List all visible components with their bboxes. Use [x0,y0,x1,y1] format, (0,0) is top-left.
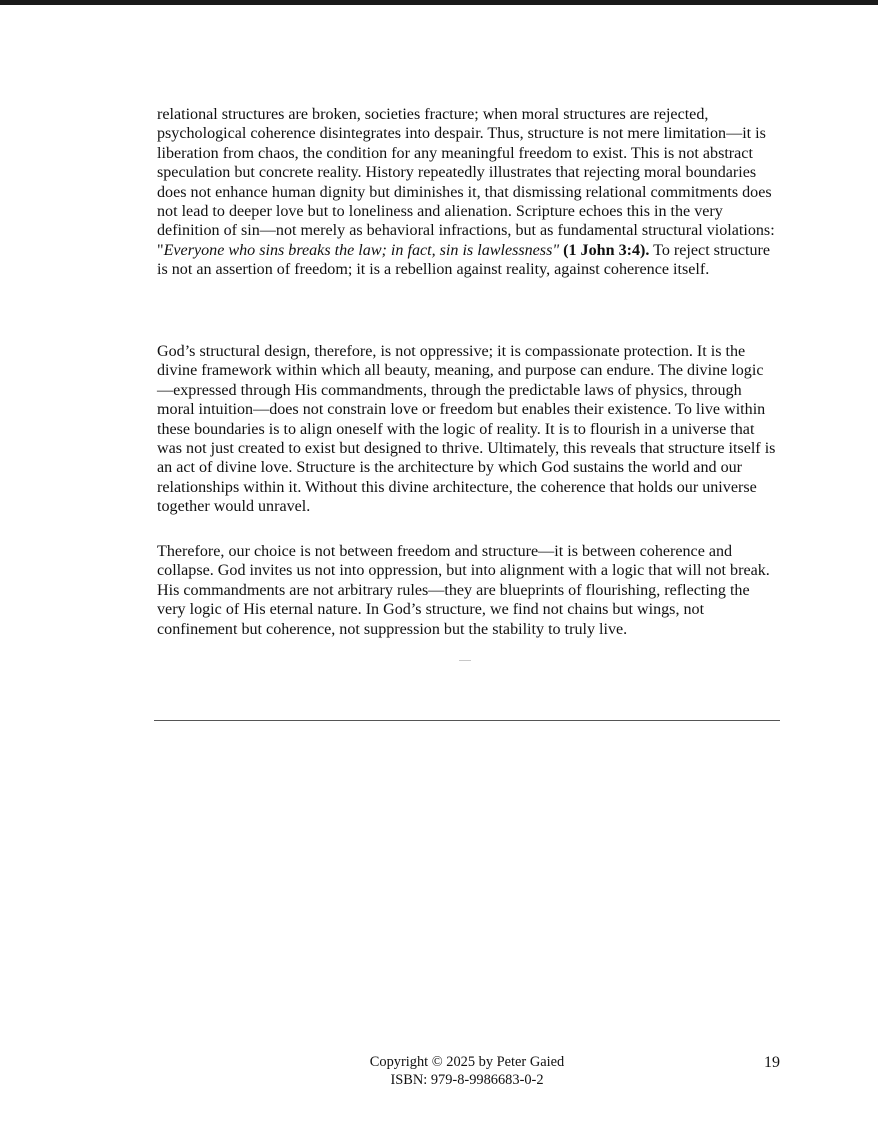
paragraph-3-text: Therefore, our choice is not between freedom and structure—it is between coherence and collapse. God invites us not into oppression, but into alignment with a logic that will not break. His commandments are not arbitrary rules—they are blueprints of flourishing, reflecting the very logic of His eternal nature. In God’s structure, we find not chains but wings, not confinement but coherence, not suppression but the stability to truly live. [157,543,770,638]
body-paragraph-1 [157,105,779,280]
copyright-line: Copyright © 2025 by Peter Gaied [369,1054,565,1070]
scripture-reference: (1 John 3:4). [563,241,650,259]
page-number: 19 [764,1054,780,1071]
footer-copyright-block [300,1053,634,1089]
body-paragraph-3 [157,542,779,639]
section-dash-divider [459,660,471,661]
scripture-quote-close: " [552,241,564,259]
scripture-quote: Everyone who sins breaks the law; in fact, sin is lawlessness [163,241,553,259]
footer-rule [154,720,780,721]
paragraph-1-ending: To reject structure is not an assertion of freedom; it is a rebellion against reality, against coherence itself. [157,241,770,279]
isbn-line: ISBN: 979-8-9986683-0-2 [390,1072,544,1088]
body-paragraph-2 [157,342,779,517]
paragraph-2-text: God’s structural design, therefore, is not oppressive; it is compassionate protection. It is the divine framework within which all beauty, meaning, and purpose can endure. The divine logic—expressed through His commandments, through the predictable laws of physics, through moral intuition—does not constrain love or freedom but enables their existence. To live within these boundaries is to align oneself with the logic of reality. It is to flourish in a universe that was not just created to exist but designed to thrive. Ultimately, this reveals that structure itself is an act of divine love. Structure is the architecture by which God sustains the world and our relationships within it. Without this divine architecture, the coherence that holds our universe together would unravel. [157,343,776,516]
paragraph-1-text: relational structures are broken, societies fracture; when moral structures are rejected, psychological coherence disintegrates into despair. Thus, structure is not mere limitation—it is liberation from chaos, the condition for any meaningful freedom to exist. This is not abstract speculation but concrete reality. History repeatedly illustrates that rejecting moral boundaries does not enhance human dignity but diminishes it, that dismissing relational commitments does not lead to deeper love but to loneliness and alienation. Scripture echoes this in the very definition of sin—not merely as behavioral infractions, but as fundamental structural violations: " [157,106,775,259]
